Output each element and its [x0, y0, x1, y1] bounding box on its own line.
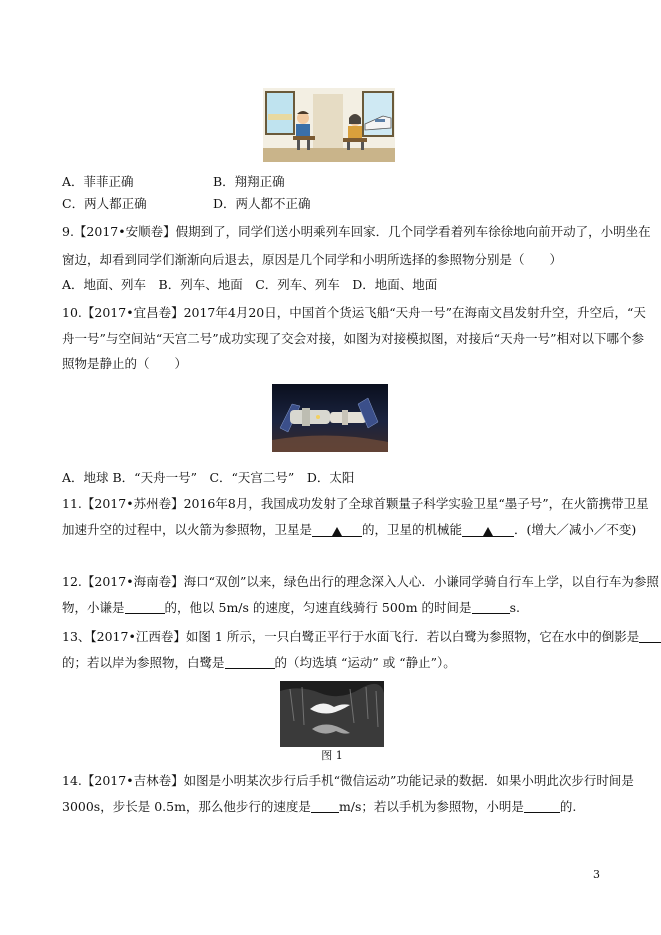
- q11-line-1: 11.【2017•苏州卷】2016年8月，我国成功发射了全球首颗量子科学实验卫星“墨子号”，在火箭携带卫星: [62, 496, 649, 511]
- q11-text-c: ．(增大／减小／不变): [514, 522, 637, 537]
- q14-line-2: [62, 799, 576, 815]
- q9-line-2: 窗边，却看到同学们渐渐向后退去，原因是几个同学和小明所选择的参照物分别是（ ）: [62, 252, 563, 267]
- page-number: 3: [593, 868, 600, 881]
- q9-options: A．地面、列车 B．列车、地面 C．列车、列车 D．地面、地面: [62, 277, 438, 292]
- q13-line-1: [62, 629, 661, 645]
- q13-text-b: 的；若以岸为参照物，白鹭是: [62, 655, 225, 670]
- q13-blank-1: [639, 630, 661, 643]
- spacecraft-docking-image: [272, 384, 388, 452]
- q9-line-1: 9.【2017•安顺卷】假期到了，同学们送小明乘列车回家．几个同学看着列车徐徐地向前开动了，小明坐在: [62, 224, 651, 239]
- q13-line-2: [62, 655, 456, 671]
- q10-line-3: 照物是静止的（ ）: [62, 356, 188, 371]
- q12-text-c: s.: [509, 600, 520, 615]
- figure-caption: 图 1: [321, 749, 343, 762]
- q12-blank-1: [125, 601, 165, 614]
- q10-line-2: 舟一号”与空间站“天宫二号”成功实现了交会对接，如图为对接模拟图，对接后“天舟一号”相对以下哪个参: [62, 331, 644, 346]
- q8-option-c: C．两人都正确: [62, 196, 147, 211]
- q12-line-2: [62, 600, 520, 616]
- q8-option-d: D．两人都不正确: [213, 196, 311, 211]
- egret-photo: [280, 681, 384, 763]
- q14-blank-1: [311, 800, 339, 813]
- q12-text-b: 的，他以 5m/s 的速度，匀速直线骑行 500m 的时间是: [164, 600, 472, 615]
- q11-text-a: 加速升空的过程中，以火箭为参照物，卫星是: [62, 522, 313, 537]
- q12-blank-2: [472, 601, 510, 614]
- q11-blank-2: [462, 524, 514, 537]
- train-station-illustration: [263, 88, 395, 162]
- q12-line-1: 12.【2017•海南卷】海口“双创”以来，绿色出行的理念深入人心．小谦同学骑自行车上学，以自行车为参照: [62, 574, 659, 589]
- q14-text-c: 的.: [559, 799, 577, 814]
- q14-text-a: 3000s，步长是 0.5m，那么他步行的速度是: [62, 799, 311, 814]
- q10-options: A．地球 B．“天舟一号” C．“天宫二号” D．太阳: [62, 470, 355, 485]
- q11-line-2: [62, 522, 636, 538]
- answer-triangle-icon: [483, 527, 493, 536]
- q14-blank-2: [524, 800, 560, 813]
- q13-blank-2: [225, 656, 275, 669]
- answer-triangle-icon: [332, 527, 342, 536]
- q13-text-a: 13、【2017•江西卷】如图 1 所示，一只白鹭正平行于水面飞行．若以白鹭为参照物，它在水中的倒影是: [62, 629, 640, 644]
- q14-text-b: m/s；若以手机为参照物，小明是: [338, 799, 524, 814]
- q11-blank-1: [312, 524, 362, 537]
- q10-line-1: 10.【2017•宜昌卷】2017年4月20日，中国首个货运飞船“天舟一号”在海南文昌发射升空，升空后，“天: [62, 305, 646, 320]
- q12-text-a: 物，小谦是: [62, 600, 125, 615]
- q11-text-b: 的，卫星的机械能: [362, 522, 463, 537]
- q8-option-b: B．翔翔正确: [213, 174, 285, 189]
- q14-line-1: 14.【2017•吉林卷】如图是小明某次步行后手机“微信运动”功能记录的数据．如果小明此次步行时间是: [62, 773, 634, 788]
- q8-option-a: A．菲菲正确: [62, 174, 134, 189]
- q13-text-c: 的（均选填 “运动” 或 “静止”）。: [274, 655, 456, 670]
